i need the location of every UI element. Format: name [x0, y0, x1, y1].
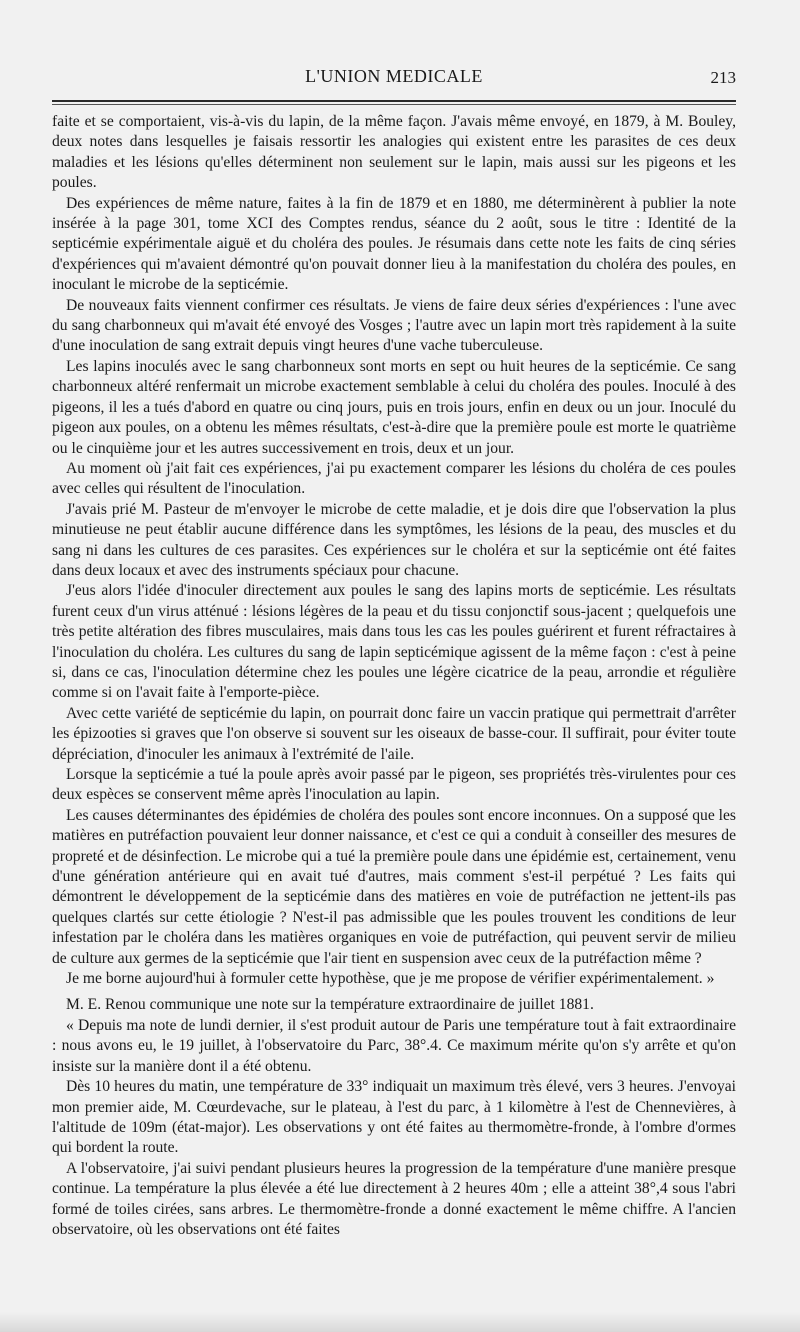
paragraph: faite et se comportaient, vis-à-vis du lapin, de la même façon. J'avais même envoyé, en 1879, à M. Bouley, deux notes dans lesquelles je faisais ressortir les analogies qui existent entre les parasites de ces deux maladies et les lésions qu'elles déterminent non seulement sur le lapin, mais aussi sur les pigeons et les poules.	[52, 113, 736, 192]
running-title: L'UNION MEDICALE	[305, 66, 483, 86]
paragraph: Au moment où j'ait fait ces expériences, j'ai pu exactement comparer les lésions du choléra de ces poules avec celles qui résultent de l'inoculation.	[52, 459, 736, 498]
paragraph: J'eus alors l'idée d'inoculer directement aux poules le sang des lapins morts de septicémie. Les résultats furent ceux d'un virus atténué : lésions légères de la peau et du tissu conjonctif sous-jacent ; quelquefois une très petite altération des fibres musculaires, mais dans tous les cas les poules guérirent et furent réfractaires à l'inoculation du choléra. Les cultures du sang de lapin septicémique agissent de la même façon : c'est à peine si, dans ce cas, l'inoculation détermine chez les poules une légère cicatrice de la peau, arrondie et régulière comme si on l'avait faite à l'emporte-pièce.	[52, 582, 736, 702]
page-edge-shadow	[0, 1312, 800, 1332]
paragraph: De nouveaux faits viennent confirmer ces résultats. Je viens de faire deux séries d'expériences : l'une avec du sang charbonneux qui m'avait été envoyé des Vosges ; l'autre avec un lapin mort très rapidement à la suite d'une inoculation de sang extrait depuis vingt heures d'une vache tuberculeuse.	[52, 296, 736, 355]
paragraph: Les lapins inoculés avec le sang charbonneux sont morts en sept ou huit heures de la septicémie. Ce sang charbonneux altéré renfermait un microbe exactement semblable à celui du choléra des poules. Inoculé à des pigeons, il les a tués d'abord en quatre ou cinq jours, puis en trois jours, enfin en deux ou un jour. Inoculé du pigeon aux poules, on a obtenu les mêmes résultats, c'est-à-dire que la première poule est morte le quatrième ou le cinquième jour et les autres successivement en trois, deux et un jour.	[52, 357, 736, 457]
paragraph: « Depuis ma note de lundi dernier, il s'est produit autour de Paris une température tout à fait extraordinaire : nous avons eu, le 19 juillet, à l'observatoire du Parc, 38°.4. Ce maximum mérite qu'on s'y arrête et qu'on insiste sur la manière dont il a été obtenu.	[52, 1016, 736, 1075]
paragraph: Avec cette variété de septicémie du lapin, on pourrait donc faire un vaccin pratique qui permettrait d'arrêter les épizooties si graves que l'on observe si souvent sur les oiseaux de basse-cour. Il suffirait, pour éviter toute dépréciation, d'inoculer les animaux à l'extrémité de l'aile.	[52, 704, 736, 763]
paragraph: M. E. Renou communique une note sur la température extraordinaire de juillet 1881.	[66, 996, 594, 1014]
paragraph: Dès 10 heures du matin, une température de 33° indiquait un maximum très élevé, vers 3 heures. J'envoyai mon premier aide, M. Cœurdevache, sur le plateau, à l'est du parc, à 1 kilomètre à l'est de Chennevières, à l'altitude de 109m (état-major). Les observations y ont été faites au thermomètre-fronde, à l'ombre d'ormes qui bordent la route.	[52, 1078, 736, 1157]
header-rule-thin	[52, 104, 736, 105]
paragraph: J'avais prié M. Pasteur de m'envoyer le microbe de cette maladie, et je dois dire que l'observation la plus minutieuse ne peut établir aucune différence dans les symptômes, les lésions de la peau, des muscles et du sang ni dans les cultures de ces parasites. Ces expériences sur le choléra et sur la septicémie ont été faites dans deux locaux et avec des instruments spéciaux pour chacune.	[52, 500, 736, 579]
paragraph: Des expériences de même nature, faites à la fin de 1879 et en 1880, me déterminèrent à publier la note insérée à la page 301, tome XCI des Comptes rendus, séance du 2 août, sous le titre : Identité de la septicémie expérimentale aiguë et du choléra des poules. Je résumais dans cette note les faits de cinq séries d'expériences qui m'avaient démontré qu'on pouvait donner lieu à la manifestation du choléra des poules, en inoculant le microbe de la septicémie.	[52, 194, 736, 294]
body-text	[52, 112, 736, 1240]
paragraph: Lorsque la septicémie a tué la poule après avoir passé par le pigeon, ses propriétés très-virulentes pour ces deux espèces se conservent même après l'inoculation au lapin.	[52, 766, 736, 804]
header-rule	[52, 100, 736, 102]
paragraph: Je me borne aujourd'hui à formuler cette hypothèse, que je me propose de vérifier expérimentalement. »	[66, 970, 715, 988]
page-number: 213	[710, 68, 736, 87]
page-header	[52, 66, 736, 96]
paragraph: Les causes déterminantes des épidémies de choléra des poules sont encore inconnues. On a supposé que les matières en putréfaction pouvaient leur donner naissance, et c'est ce qui a conduit à conseiller des mesures de propreté et de désinfection. Le microbe qui a tué la première poule dans une épidémie est, certainement, venu d'une génération antérieure qui en avait tué d'autres, mais comment s'est-il perpétué ? Les faits qui démontrent le développement de la septicémie dans des matières en voie de putréfaction ne jettent-ils pas quelques clartés sur cette étiologie ? N'est-il pas admissible que les poules trouvent les conditions de leur infestation par le choléra dans les matières organiques en voie de putréfaction, qui peuvent servir de milieu de culture aux germes de la septicémie que l'air tient en suspension avec ceux de la putréfaction même ?	[52, 806, 736, 967]
paragraph: A l'observatoire, j'ai suivi pendant plusieurs heures la progression de la température d'une manière presque continue. La température la plus élevée a été lue directement à 2 heures 40m ; elle a atteint 38°,4 sous l'abri formé de toiles cirées, sans arbres. Le thermomètre-fronde a donné exactement le même chiffre. A l'ancien observatoire, où les observations ont été faites	[52, 1159, 736, 1238]
